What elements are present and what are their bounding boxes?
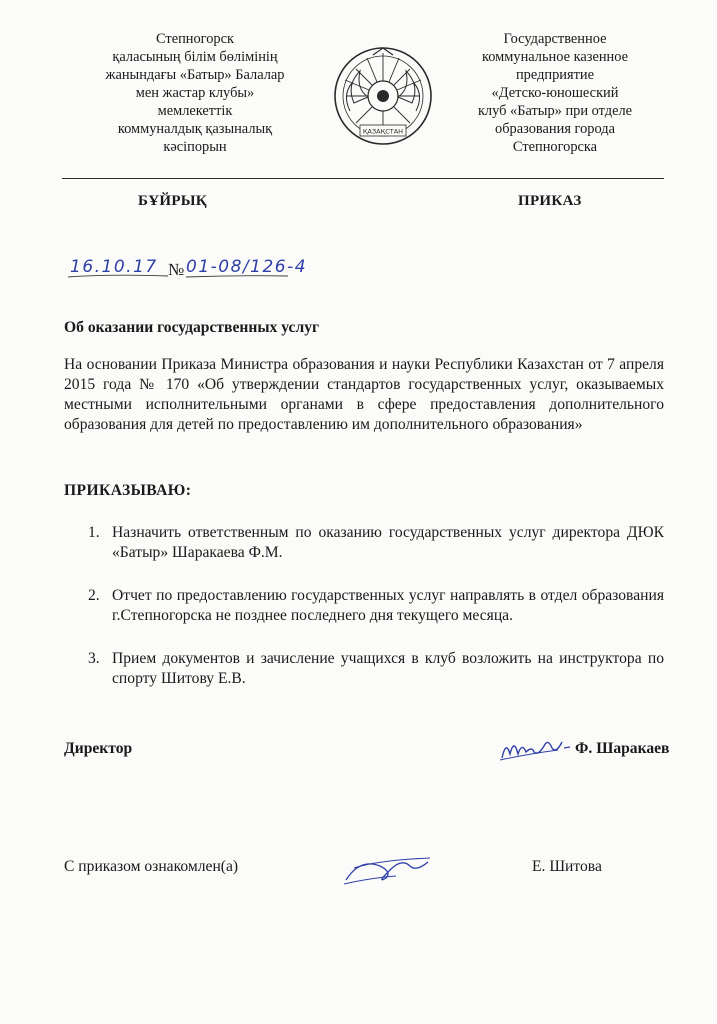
acknowledgement-label: С приказом ознакомлен(а) <box>64 858 239 875</box>
emblem-label: ҚАЗАҚСТАН <box>362 127 404 136</box>
basis-paragraph: На основании Приказа Министра образования и науки Республики Казахстан от 7 апреля 2015 года № 170 «Об утверждении стандартов государственных услуг, оказываемых местными исполнительными органами в сфере предоставления дополнительного образования для детей по предоставлению им дополнительного образования» <box>64 356 664 433</box>
header-right-line: образования города <box>495 121 615 137</box>
header-right-line: клуб «Батыр» при отделе <box>477 103 633 119</box>
item-text: Отчет по предоставлению государственных услуг направлять в отдел образования г.Степногорска не позднее последнего дня текущего месяца. <box>112 587 664 624</box>
signatory-role: Директор <box>64 740 133 757</box>
header-left-line: Степногорск <box>156 31 234 47</box>
acknowledgement-signature-icon <box>340 852 440 888</box>
order-item <box>88 523 664 563</box>
header-left-line: коммуналдық қазыналық <box>117 121 273 137</box>
header-right-line: «Детско-юношеский <box>491 85 619 101</box>
item-number: 3. <box>88 650 100 667</box>
item-text: Прием документов и зачисление учащихся в клуб возложить на инструктора по спорту Шитову Е.В. <box>112 650 664 687</box>
order-date: 16.10.17 <box>70 257 158 277</box>
header-right-line: предприятие <box>515 67 594 83</box>
order-items-list <box>88 523 664 712</box>
item-text: Назначить ответственным по оказанию государственных услуг директора ДЮК «Батыр» Шаракаева Ф.М. <box>112 524 664 561</box>
header-kazakh-org <box>64 30 326 156</box>
number-sign: № <box>168 260 185 279</box>
header-right-line: Степногорска <box>512 139 598 155</box>
header-left-line: кәсіпорын <box>163 139 227 155</box>
title-kazakh: БҰЙРЫҚ <box>138 193 207 209</box>
header-left-line: мен жастар клубы» <box>135 85 255 101</box>
item-number: 1. <box>88 524 100 541</box>
header-right-line: коммунальное казенное <box>482 49 628 65</box>
state-emblem-icon <box>332 45 434 147</box>
header-left-line: жанындағы «Батыр» Балалар <box>105 67 285 83</box>
title-russian: ПРИКАЗ <box>518 193 582 209</box>
signatory-name: Ф. Шаракаев <box>575 740 670 757</box>
order-item <box>88 586 664 626</box>
item-number: 2. <box>88 587 100 604</box>
header-left-line: мемлекеттік <box>157 103 233 119</box>
acknowledgement-name: Е. Шитова <box>532 858 602 875</box>
order-item <box>88 649 664 689</box>
order-directive: ПРИКАЗЫВАЮ: <box>64 482 192 499</box>
order-number: 01-08/126-4 <box>186 257 308 277</box>
director-signature-icon <box>498 728 574 768</box>
order-subject: Об оказании государственных услуг <box>64 319 320 336</box>
header-russian-org <box>446 30 664 156</box>
header-right-line: Государственное <box>503 31 607 47</box>
header-left-line: қаласының білім бөлімінің <box>112 49 278 65</box>
header-divider <box>62 178 664 179</box>
